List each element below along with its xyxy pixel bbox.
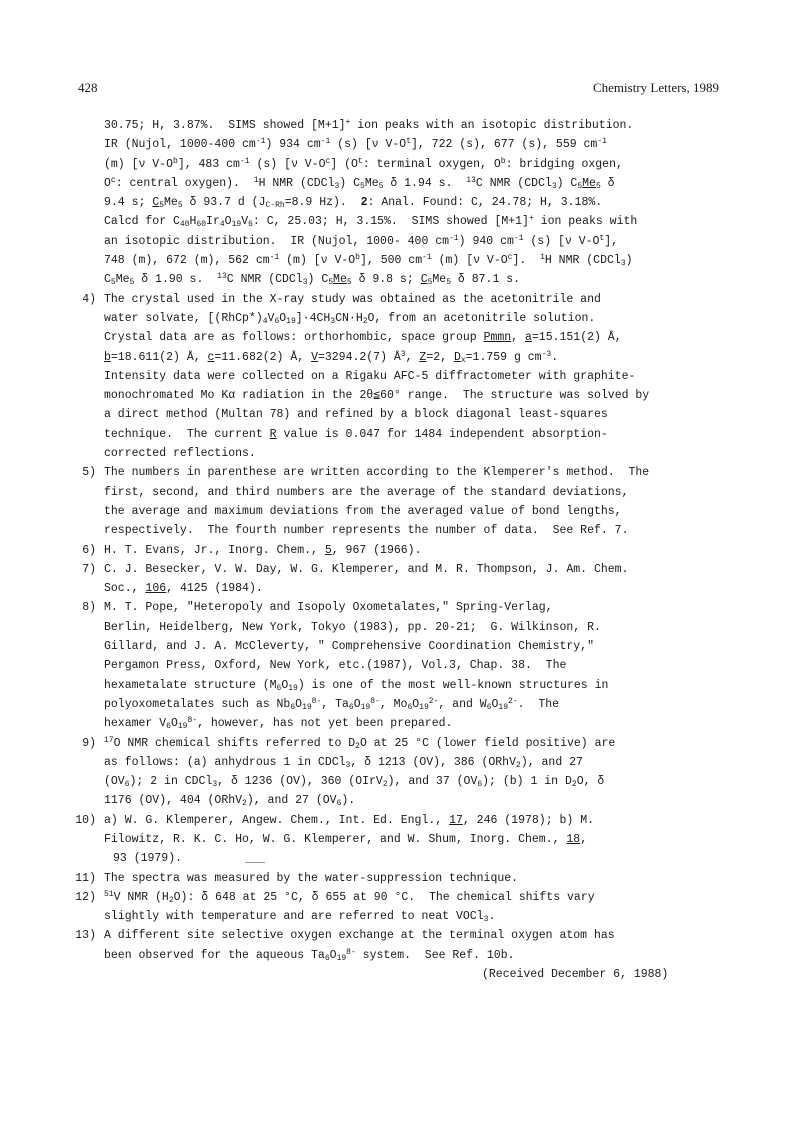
reference-number: 9) (82, 736, 96, 750)
text-run: ) C (339, 176, 361, 190)
reference-item (0, 869, 793, 888)
text-run: -1 (320, 137, 331, 147)
reference-item (0, 463, 793, 482)
text-line (0, 502, 793, 521)
text-run: 3 (345, 760, 351, 770)
text-run: 5 (595, 181, 601, 191)
reference-item (0, 290, 793, 309)
text-run: Pergamon Press, Oxford, New York, etc.(1987), Vol.3, Chap. 38. The (104, 659, 567, 673)
text-run: 60 (196, 220, 207, 230)
text-line (0, 676, 793, 695)
text-run: The numbers in parenthese are written according to the Klemperer's method. The (104, 466, 650, 480)
text-run: ion peaks with (533, 215, 638, 229)
reference-item (0, 560, 793, 579)
reference-item (0, 811, 793, 830)
text-line (0, 753, 793, 772)
text-run: H NMR (CDCl (544, 254, 621, 268)
text-run: 8- (370, 696, 380, 706)
text-run: b (173, 156, 178, 166)
text-run: been observed for the aqueous Ta (104, 948, 325, 962)
text-run: . The (517, 697, 560, 711)
text-line (0, 367, 793, 386)
text-run: =2, (426, 350, 454, 364)
text-run: 19 (177, 722, 188, 732)
text-line (0, 772, 793, 791)
reference-number: 7) (82, 562, 96, 576)
text-run: ) (625, 254, 633, 268)
text-run: C (104, 273, 111, 287)
text-run: ]·4CH (295, 311, 331, 325)
text-run: , however, has not yet been prepared. (197, 717, 453, 731)
reference-number: 10) (75, 813, 96, 827)
text-run: 17 (104, 735, 114, 745)
text-run: Filowitz, R. K. C. Ho, W. G. Klemperer, and W. Shum, Inorg. Chem., (104, 832, 567, 846)
text-run: 2 (516, 760, 521, 770)
text-line (0, 965, 793, 984)
text-run: 6 (276, 683, 282, 693)
text-run: 19 (288, 683, 298, 693)
text-line (0, 309, 793, 328)
text-run: , 246 (1978); b) M. (462, 813, 594, 827)
text-run: 5 (360, 181, 365, 191)
text-run: δ (600, 176, 615, 190)
text-run: 5 (129, 278, 135, 288)
text-run: 51 (104, 889, 114, 899)
reference-number: 12) (75, 890, 96, 904)
text-run: 6 (336, 799, 342, 809)
text-line (0, 212, 793, 231)
text-run: O): δ 648 at 25 °C, δ 655 at 90 °C. The chemical shifts vary (173, 890, 595, 904)
text-run: 1176 (OV), 404 (ORhV (104, 794, 243, 808)
text-run: O, from an acetonitrile solution. (367, 311, 596, 325)
text-run: 3 (483, 915, 489, 925)
text-run: 3 (302, 278, 308, 288)
text-run: Me (115, 273, 130, 287)
text-run: Me (432, 273, 447, 287)
text-run: 13 (466, 175, 476, 185)
text-run: b (500, 156, 506, 166)
text-run: O (104, 176, 111, 190)
text-run: t (599, 233, 605, 243)
text-run: hexamer V (104, 717, 167, 731)
text-run: 3 (620, 259, 626, 269)
text-run: A different site selective oxygen exchange at the terminal oxygen atom has (104, 929, 615, 943)
text-run: 19 (360, 702, 371, 712)
text-run: respectively. The fourth number represents the number of data. See Ref. 7. (104, 524, 629, 538)
text-run: 5 (577, 181, 583, 191)
text-run: 19 (286, 316, 296, 326)
text-line (0, 405, 793, 424)
text-run: 2 (362, 316, 368, 326)
text-line (0, 116, 793, 135)
text-run: Me (164, 196, 178, 210)
text-run: δ 1.94 s. (383, 176, 467, 190)
text-run: b (104, 350, 111, 364)
text-line (0, 444, 793, 463)
text-run: Z (419, 350, 427, 364)
text-run: CN·H (335, 311, 363, 325)
text-run: 13 (217, 272, 227, 282)
text-run: 5 (427, 278, 433, 288)
journal-header: Chemistry Letters, 1989 (592, 80, 719, 95)
text-run: 6 (324, 953, 330, 963)
reference-number: 4) (82, 292, 96, 306)
text-line (0, 579, 793, 598)
text-run: Me (364, 176, 379, 190)
text-run: 8- (311, 696, 322, 706)
text-run: ), and 37 (OV (387, 775, 478, 789)
text-run: O (412, 697, 420, 711)
text-run: O (353, 697, 361, 711)
text-run: corrected reflections. (104, 447, 256, 461)
text-line (0, 386, 793, 405)
text-run: 19 (302, 702, 312, 712)
text-run: O (279, 311, 287, 325)
text-run: 19 (419, 702, 429, 712)
text-run: δ 9.8 s; (351, 273, 421, 287)
text-run: 30.75; H, 3.87%. SIMS showed [M+1] (104, 119, 346, 132)
text-run: (s) [ν V-O (249, 157, 326, 171)
text-run: 6 (166, 722, 171, 732)
text-run: Soc., (104, 582, 146, 596)
text-run: 8- (187, 716, 198, 726)
text-run: system. See Ref. 10b. (355, 948, 515, 962)
text-line (0, 637, 793, 656)
text-line (0, 193, 793, 212)
text-run: 6 (274, 316, 280, 326)
reference-item (0, 888, 793, 907)
text-run: 17 (449, 813, 463, 827)
text-run: (m) [ν V-O (431, 254, 508, 268)
text-run: O (224, 215, 232, 229)
text-run: ion peaks with an isotopic distribution. (350, 119, 634, 132)
text-run: ]. (512, 254, 541, 268)
text-run: Me (333, 273, 347, 287)
text-run: =11.682(2) Å, (214, 350, 312, 364)
text-run: ) 934 cm (265, 138, 321, 152)
text-run: =18.611(2) Å, (110, 350, 208, 364)
text-run: C NMR (CDCl (475, 176, 552, 190)
text-run: first, second, and third numbers are the average of the standard deviations, (104, 485, 629, 499)
text-run: ); 2 in CDCl (129, 775, 213, 789)
text-run: 93 (1979). (113, 852, 183, 866)
text-run: 5 (378, 181, 384, 191)
text-run: H (189, 215, 197, 229)
text-run: monochromated Mo Kα radiation in the 2θ≦60° range. The structure was solved by (104, 389, 650, 403)
text-line (0, 830, 793, 849)
text-run: c (507, 253, 513, 263)
text-line (0, 328, 793, 347)
text-run: ], 500 cm (359, 254, 423, 268)
text-line (0, 907, 793, 926)
text-run: 3 (400, 349, 406, 359)
text-run: -1 (449, 233, 459, 243)
text-run: O, δ (576, 775, 605, 789)
text-run: O (170, 717, 178, 731)
text-run: slightly with temperature and are referred to neat VOCl (104, 910, 484, 924)
text-run: C-Rh (265, 201, 285, 211)
text-run: 6 (486, 702, 492, 712)
text-run: 19 (231, 220, 242, 230)
text-line (0, 791, 793, 810)
text-run: V (311, 350, 318, 364)
text-run: 40 (179, 220, 190, 230)
text-run: 6 (124, 780, 130, 790)
text-run: hexametalate structure (M (104, 678, 277, 692)
reference-number: 5) (82, 466, 96, 480)
text-run: technique. The current (104, 427, 270, 441)
text-run: 3 (551, 181, 557, 191)
text-run: 4 (219, 220, 225, 230)
text-run: R (269, 427, 277, 441)
text-run: 9.4 s; (104, 196, 153, 210)
text-run: (m) [ν V-O (104, 157, 174, 171)
text-run: M. T. Pope, "Heteropoly and Isopoly Oxometalates," Spring-Verlag, (104, 601, 553, 615)
text-run: t (357, 156, 363, 166)
reference-notes (0, 116, 793, 984)
text-run: 19 (498, 702, 509, 712)
text-line (0, 174, 793, 193)
text-run: 6 (290, 702, 296, 712)
text-run: 4 (262, 316, 268, 326)
text-run: 2- (428, 696, 439, 706)
reference-item (0, 598, 793, 617)
text-run: δ 1.90 s. (134, 273, 218, 287)
text-line (0, 656, 793, 675)
text-line (0, 483, 793, 502)
text-run: 5 (159, 201, 165, 211)
text-run: , 967 (1966). (331, 543, 422, 557)
text-line (0, 714, 793, 733)
text-run: c (207, 350, 215, 364)
text-line (0, 425, 793, 444)
text-run: V (267, 311, 275, 325)
text-run: , δ 1236 (OV), 360 (OIrV (217, 775, 383, 789)
text-run: 2 (382, 780, 388, 790)
text-run: ) C (307, 273, 329, 287)
text-run: ), and 27 (520, 755, 583, 769)
text-run: ) C (556, 176, 578, 190)
text-run: 3 (330, 316, 336, 326)
section-rule (245, 862, 265, 863)
text-run: 6 (248, 220, 253, 230)
text-run: : C, 25.03; H, 3.15%. SIMS showed [M+1] (252, 215, 529, 229)
text-run: , (511, 331, 525, 345)
text-run: , Mo (379, 697, 408, 711)
text-run: C. J. Besecker, V. W. Day, W. G. Klemperer, and M. R. Thompson, J. Am. Chem. (104, 562, 629, 576)
text-run: the average and maximum deviations from the averaged value of bond lengths, (104, 504, 622, 518)
text-run: . (551, 350, 559, 364)
text-line (0, 348, 793, 367)
text-run: Crystal data are as follows: orthorhombic, space group (104, 331, 484, 345)
text-run: value is 0.047 for 1484 independent absorption- (276, 427, 608, 441)
page-number: 428 (78, 80, 98, 95)
text-run: c (325, 156, 331, 166)
text-run: c (110, 175, 116, 185)
text-run: ), and 27 (OV (246, 794, 337, 808)
text-run: (m) [ν V-O (279, 254, 356, 268)
text-run: (s) [ν V-O (330, 138, 407, 152)
text-run: 1 (253, 175, 259, 185)
text-run: =15.151(2) Å, (531, 331, 622, 345)
text-run: The crystal used in the X-ray study was obtained as the acetonitrile and (104, 292, 601, 306)
text-run: -1 (513, 233, 524, 243)
text-run: 106 (145, 582, 167, 596)
text-line (0, 232, 793, 251)
text-run: 8- (346, 947, 356, 957)
text-run: IR (Nujol, 1000-400 cm (104, 138, 256, 152)
text-run: 5 (328, 278, 334, 288)
text-run: -1 (239, 156, 250, 166)
reference-item (0, 541, 793, 560)
text-run: , δ 1213 (OV), 386 (ORhV (350, 755, 516, 769)
text-run: H. T. Evans, Jr., Inorg. Chem., (104, 543, 325, 557)
text-run: 1 (540, 253, 545, 263)
text-run: -1 (597, 137, 607, 147)
text-run: , (405, 350, 420, 364)
text-run: 2 (242, 799, 247, 809)
text-run: : bridging oxgen, (505, 157, 623, 171)
text-run: (s) [ν V-O (523, 234, 600, 248)
text-run: , (580, 832, 588, 846)
text-line (0, 695, 793, 714)
text-run: ). (341, 794, 356, 808)
text-run: V NMR (H (113, 890, 169, 904)
text-run: (Received December 6, 1988) (482, 968, 669, 982)
text-run: =8.9 Hz). (284, 196, 361, 210)
text-run: , and W (438, 697, 487, 711)
text-run: =1.759 g cm (465, 350, 542, 364)
text-run: : terminal oxygen, O (362, 157, 501, 171)
text-line (0, 270, 793, 289)
text-run: ], 722 (s), 677 (s), 559 cm (411, 138, 598, 152)
text-run: Me (582, 176, 596, 190)
text-run: O (295, 697, 303, 711)
text-run: ], 483 cm (177, 157, 240, 171)
text-run: b (355, 253, 360, 263)
text-run: an isotopic distribution. IR (Nujol, 1000- 400 cm (104, 234, 450, 248)
text-line (0, 135, 793, 154)
text-run: δ 93.7 d (J (182, 196, 266, 210)
text-run: 3 (212, 780, 218, 790)
text-run: . (488, 910, 496, 924)
text-run: The spectra was measured by the water-suppression technique. (104, 871, 519, 885)
text-run: 5 (177, 201, 183, 211)
text-run: ) is one of the most well-known structures in (297, 678, 609, 692)
reference-item (0, 734, 793, 753)
text-line (0, 946, 793, 965)
text-run: , Ta (321, 697, 349, 711)
text-run: =3294.2(7) Å (317, 350, 401, 364)
text-run: water solvate, [(RhCp*) (104, 311, 263, 325)
text-run: Berlin, Heidelberg, New York, Tokyo (1983), pp. 20-21; G. Wilkinson, R. (104, 620, 601, 634)
reference-number: 13) (75, 929, 96, 943)
text-run: O NMR chemical shifts referred to D (113, 736, 356, 750)
text-run: 6 (477, 780, 483, 790)
text-run: x (460, 355, 466, 365)
text-line (0, 155, 793, 174)
text-run: 18 (566, 832, 581, 846)
text-run: 5 (346, 278, 352, 288)
text-run: Intensity data were collected on a Rigaku AFC-5 diffractometer with graphite- (104, 369, 636, 383)
text-run: C (420, 273, 428, 287)
text-run: H NMR (CDCl (258, 176, 335, 190)
text-line (0, 849, 793, 868)
text-run: -1 (422, 253, 432, 263)
text-run: 2- (508, 696, 518, 706)
text-run: -3 (541, 349, 552, 359)
text-line (0, 521, 793, 540)
text-run: C NMR (CDCl (226, 273, 303, 287)
text-run: Ir (206, 215, 220, 229)
text-run: C (152, 196, 160, 210)
text-run: O (329, 948, 337, 962)
text-run: a (524, 331, 532, 345)
text-run: polyoxometalates such as Nb (104, 697, 291, 711)
text-run: : Anal. Found: C, 24.78; H, 3.18%. (367, 196, 603, 210)
text-line (0, 251, 793, 270)
text-run: ) 940 cm (458, 234, 514, 248)
text-run: as follows: (a) anhydrous 1 in CDCl (104, 755, 346, 769)
text-run: D (453, 350, 461, 364)
text-run: 5 (110, 278, 116, 288)
reference-number: 8) (82, 601, 96, 615)
text-run: O (491, 697, 499, 711)
text-run: V (241, 215, 249, 229)
text-run: a) W. G. Klemperer, Angew. Chem., Int. Ed. Engl., (104, 813, 450, 827)
text-run: ); (b) 1 in D (482, 775, 572, 789)
text-run: 748 (m), 672 (m), 562 cm (104, 254, 270, 268)
text-run: 19 (336, 953, 347, 963)
text-run: 3 (334, 181, 340, 191)
text-line (0, 618, 793, 637)
text-run: , 4125 (1984). (166, 582, 263, 596)
text-run: t (406, 137, 411, 147)
text-run: 6 (407, 702, 413, 712)
text-run: -1 (269, 253, 280, 263)
text-run: Gillard, and J. A. McCleverty, " Comprehensive Coordination Chemistry," (104, 640, 594, 654)
reference-number: 6) (82, 543, 96, 557)
text-run: + (345, 118, 351, 127)
text-run: 2 (571, 780, 577, 790)
text-run: Calcd for C (104, 215, 180, 229)
text-run: 6 (348, 702, 354, 712)
text-run: 5 (446, 278, 452, 288)
text-run: (OV (104, 775, 125, 789)
reference-number: 11) (75, 871, 96, 885)
text-run: ], (604, 234, 619, 248)
text-run: 5 (324, 543, 332, 557)
text-run: O (281, 678, 289, 692)
text-run: a direct method (Multan 78) and refined by a block diagonal least-squares (104, 408, 608, 422)
text-run: Pmmn (483, 331, 512, 345)
text-run: + (528, 214, 534, 224)
text-run: O at 25 °C (lower field positive) are (359, 736, 616, 750)
reference-item (0, 926, 793, 945)
text-run: -1 (255, 137, 266, 147)
text-run: 2 (355, 741, 360, 751)
text-run: ] (O (330, 157, 358, 171)
text-run: 2 (360, 196, 368, 210)
text-run: : central oxygen). (115, 176, 254, 190)
text-run: δ 87.1 s. (451, 273, 521, 287)
text-run: 2 (168, 895, 174, 905)
